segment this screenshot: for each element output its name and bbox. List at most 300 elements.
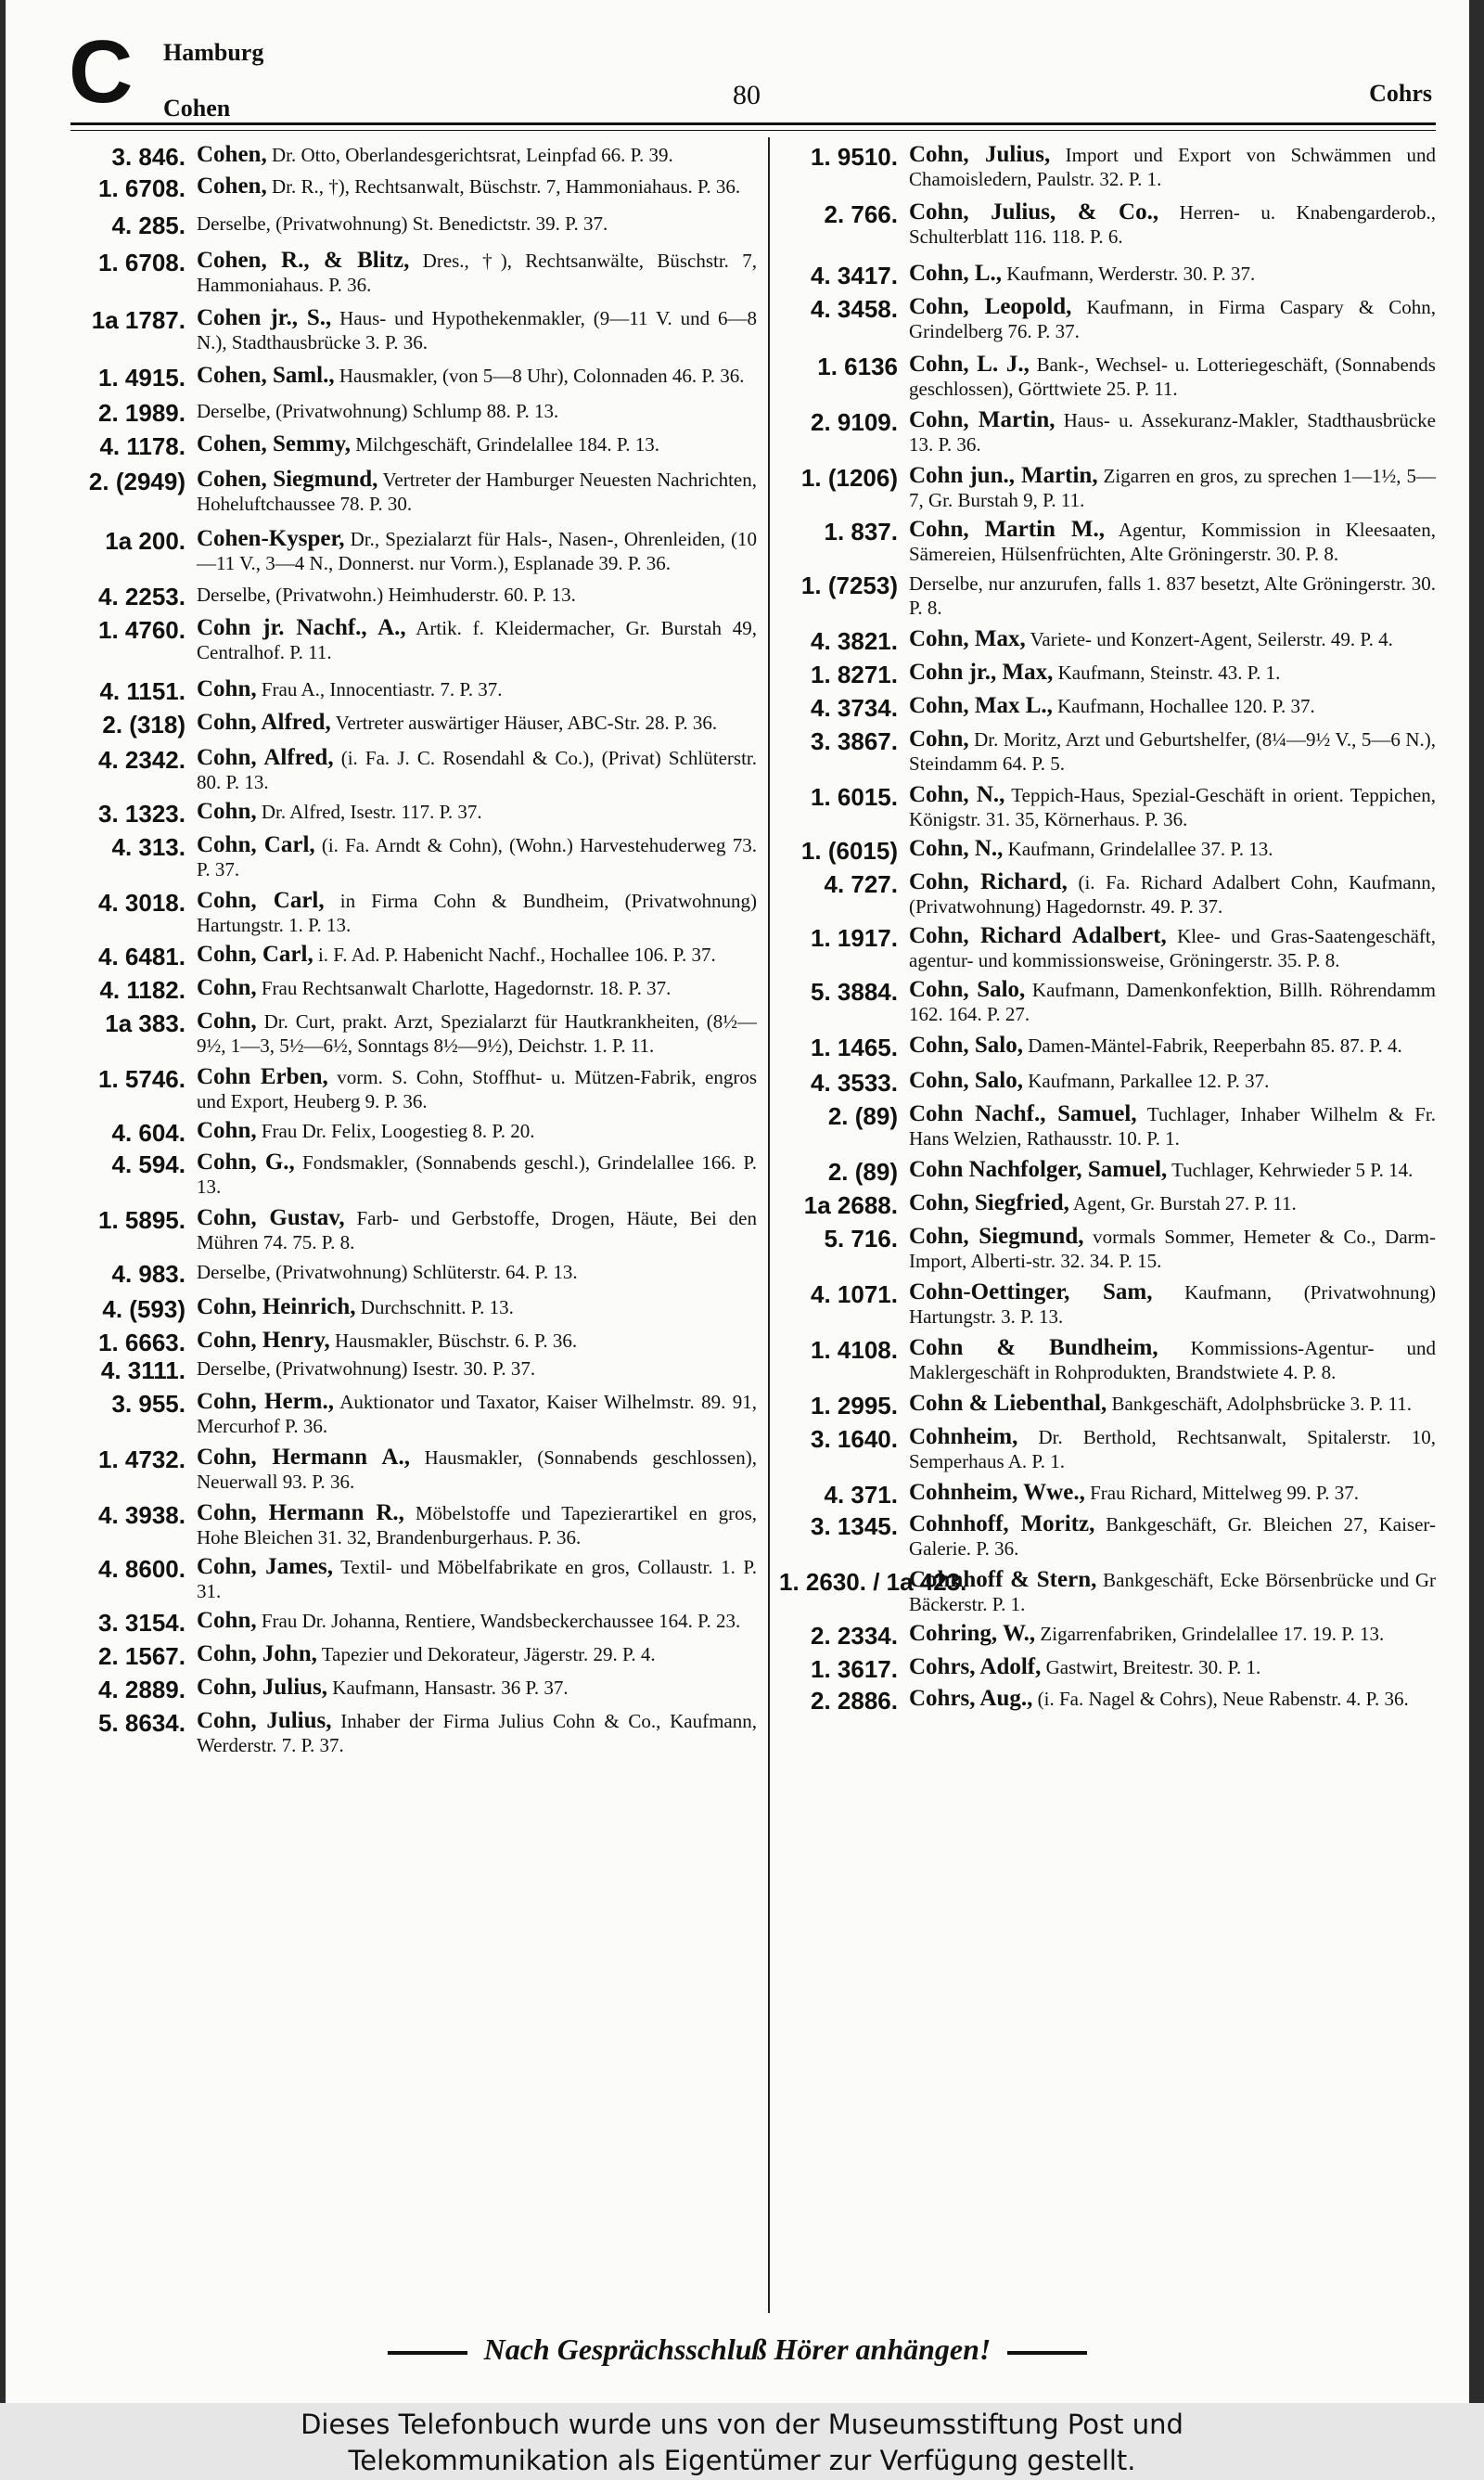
directory-entry <box>67 468 757 516</box>
entry-details: Klee- und Gras-Saatengeschäft, agentur- und kommissionsweise, Gröningerstr. 35. P. 8. <box>909 925 1437 971</box>
directory-entry <box>67 711 757 739</box>
directory-entry <box>779 1102 1436 1150</box>
entry-text <box>909 1225 1436 1273</box>
directory-entry <box>67 249 757 297</box>
entry-name: Cohn & Liebenthal, <box>909 1391 1107 1416</box>
entry-details: Milchgeschäft, Grindelallee 184. P. 13. <box>350 433 659 456</box>
entry-details: Farb- und Gerbstoffe, Drogen, Häute, Bei den Mühren 74. 75. P. 8. <box>197 1207 757 1253</box>
entry-text <box>197 1390 757 1438</box>
entry-name: Cohn, Martin, <box>909 407 1055 432</box>
phone-number: 1. 2995. <box>811 1392 898 1420</box>
phone-number: 4. 3417. <box>811 262 898 289</box>
phone-number: 1. 5895. <box>98 1206 186 1234</box>
entry-name: Cohnheim, Wwe., <box>909 1480 1085 1505</box>
entry-name: Cohnheim, <box>909 1424 1018 1449</box>
directory-entry <box>67 212 757 239</box>
left-column <box>67 143 757 1757</box>
entry-details: Import und Export von Schwämmen und Chamoisledern, Paulstr. 32. P. 1. <box>909 144 1436 190</box>
entry-name: Cohn, Leopold, <box>909 294 1072 319</box>
entry-details: Teppich-Haus, Spezial-Geschäft in orient. Teppichen, Königstr. 31. 35, Körnerhaus. P. 36. <box>909 784 1436 830</box>
entry-name: Cohn, Richard, <box>909 869 1068 894</box>
entry-name: Cohn, <box>197 676 257 701</box>
entry-details: Fondsmakler, (Sonnabends geschl.), Grindelallee 166. P. 13. <box>197 1151 758 1198</box>
entry-text <box>197 399 757 423</box>
entry-text <box>909 1336 1436 1384</box>
directory-entry <box>67 943 757 970</box>
entry-text <box>197 1260 757 1284</box>
phone-number: 4. 604. <box>111 1119 186 1147</box>
entry-text <box>197 711 757 735</box>
directory-entry <box>67 1501 757 1549</box>
entry-name: Cohn, Carl, <box>197 832 315 857</box>
directory-entry <box>67 174 757 202</box>
entry-details: Bankgeschäft, Ecke Börsenbrücke und Gr Bäckerstr. P. 1. <box>909 1569 1436 1615</box>
entry-text <box>197 249 757 297</box>
right-column <box>779 143 1436 1715</box>
entry-details: Kaufmann, (Privatwohnung) Hartungstr. 3. P. 13. <box>909 1281 1437 1328</box>
entry-details: Zigarrenfabriken, Grindelallee 17. 19. P. 13. <box>1035 1623 1385 1645</box>
entry-text <box>909 408 1436 456</box>
entry-text <box>909 1512 1436 1561</box>
entry-text <box>909 1481 1436 1505</box>
phone-number: 3. 1323. <box>98 800 186 828</box>
entry-details: Kaufmann, in Firma Caspary & Cohn, Grindelberg 76. P. 37. <box>909 296 1436 342</box>
directory-entry <box>779 464 1436 512</box>
entry-details: vormals Sommer, Hemeter & Co., Darm-Import, Alberti-str. 32. 34. P. 15. <box>909 1226 1436 1272</box>
entry-name: Cohn, <box>197 975 257 1000</box>
phone-number: 4. 1178. <box>99 432 186 460</box>
entry-name: Cohring, W., <box>909 1621 1036 1646</box>
entry-text <box>909 518 1436 566</box>
phone-number: 2. 766. <box>824 200 898 228</box>
phone-number: 4. 1071. <box>811 1280 898 1308</box>
entry-text <box>197 1009 757 1058</box>
phone-number: 2. 2334. <box>811 1622 898 1650</box>
entry-text <box>197 677 757 701</box>
entry-name: Cohn, Max, <box>909 626 1026 651</box>
directory-entry <box>67 1555 757 1603</box>
phonebook-page <box>6 0 1469 2403</box>
phone-number: 4. 2889. <box>98 1676 186 1703</box>
entry-details: Derselbe, (Privatwohnung) St. Benedictstr. 39. P. 37. <box>197 212 608 235</box>
entry-text <box>909 1568 1436 1616</box>
entry-name: Cohn jr. Nachf., A., <box>197 615 406 640</box>
entry-text <box>909 1158 1436 1182</box>
entry-name: Cohn, <box>197 1608 257 1633</box>
entry-text <box>909 1102 1436 1150</box>
directory-entry <box>779 1568 1436 1616</box>
entry-text <box>197 1150 757 1199</box>
entry-details: Frau Rechtsanwalt Charlotte, Hagedornstr. 18. P. 37. <box>256 977 672 999</box>
entry-name: Cohn, Heinrich, <box>197 1294 356 1319</box>
entry-text <box>197 1206 757 1254</box>
phone-number: 4. 3111. <box>100 1356 186 1384</box>
phone-number: 2. 1567. <box>98 1642 186 1670</box>
entry-details: (i. Fa. Arndt & Cohn), (Wohn.) Harvestehuderweg 73. P. 37. <box>197 834 757 880</box>
directory-entry <box>779 924 1436 972</box>
entry-details: Tuchlager, Inhaber Wilhelm & Fr. Hans Welzien, Rathausstr. 10. P. 1. <box>909 1103 1436 1150</box>
entry-name: Cohn, John, <box>197 1641 317 1666</box>
page-number: 80 <box>733 80 761 110</box>
directory-entry <box>779 518 1436 566</box>
entry-name: Cohen, Saml., <box>197 363 335 388</box>
entry-details: Gastwirt, Breitestr. 30. P. 1. <box>1041 1656 1261 1678</box>
entry-details: Dr., Spezialarzt für Hals-, Nasen-, Ohrenleiden, (10—11 V., 3—4 N., Donnerst. nur Vorm.), Esplanade 39. P. 36. <box>197 528 757 574</box>
entry-name: Cohn, Alfred, <box>197 745 334 770</box>
directory-entry <box>67 306 757 354</box>
entry-text <box>197 1609 757 1633</box>
entry-text <box>909 1622 1436 1646</box>
entry-details: Tapezier und Dekorateur, Jägerstr. 29. P. 4. <box>316 1643 656 1665</box>
entry-text <box>197 1709 757 1757</box>
phone-number: 1. 1465. <box>811 1034 898 1061</box>
phone-number: 4. 285. <box>111 212 186 239</box>
entry-details: Kaufmann, Parkallee 12. P. 37. <box>1022 1070 1270 1092</box>
phone-number: 4. 727. <box>824 870 898 898</box>
phone-number: 4. 1151. <box>99 677 186 705</box>
directory-entry <box>779 1425 1436 1473</box>
phone-number: 4. 983. <box>111 1260 186 1288</box>
directory-entry <box>67 1356 757 1384</box>
entry-name: Cohn-Oettinger, Sam, <box>909 1279 1153 1304</box>
footer-slogan-line <box>6 2332 1469 2367</box>
entry-name: Cohn, Julius, <box>197 1675 328 1700</box>
directory-entry <box>67 527 757 575</box>
entry-text <box>909 870 1436 919</box>
directory-entry <box>67 1609 757 1637</box>
entry-text <box>197 174 757 199</box>
directory-entry <box>779 870 1436 919</box>
directory-entry <box>779 1280 1436 1329</box>
entry-text <box>909 837 1436 861</box>
entry-details: Derselbe, (Privatwohnung) Schlüterstr. 64. P. 13. <box>197 1261 578 1283</box>
entry-details: Kaufmann, Werderstr. 30. P. 37. <box>1002 263 1256 285</box>
column-divider <box>768 137 770 2313</box>
entry-details: Derselbe, (Privatwohnung) Schlump 88. P. 13. <box>197 400 559 422</box>
ownership-notice <box>0 2403 1484 2479</box>
directory-entry <box>779 627 1436 655</box>
slogan-dash-left <box>388 2351 467 2355</box>
entry-details: Derselbe, nur anzurufen, falls 1. 837 besetzt, Alte Gröningerstr. 30. P. 8. <box>909 572 1436 619</box>
entry-details: Frau A., Innocentiastr. 7. P. 37. <box>256 678 503 700</box>
directory-entry <box>779 1336 1436 1384</box>
phone-number: 4. 1182. <box>99 976 186 1004</box>
entry-name: Cohen, R., & Blitz, <box>197 248 410 273</box>
entry-details: Variete- und Konzert-Agent, Seilerstr. 49. P. 4. <box>1025 628 1393 650</box>
phone-number: 1. 3617. <box>811 1655 898 1683</box>
entry-name: Cohn, Julius, & Co., <box>909 199 1159 225</box>
entry-details: Hausmakler, (Sonnabends geschlossen), Neuerwall 93. P. 36. <box>197 1446 757 1493</box>
directory-entry <box>779 1622 1436 1650</box>
phone-number: 1. 4915. <box>98 364 186 392</box>
entry-name: Cohn, Carl, <box>197 888 325 913</box>
entry-name: Cohrs, Aug., <box>909 1686 1033 1711</box>
entry-details: Frau Richard, Mittelweg 99. P. 37. <box>1084 1482 1359 1504</box>
entry-details: Kommissions-Agentur- und Maklergeschäft in Rohprodukten, Brandstwiete 4. P. 8. <box>909 1337 1436 1383</box>
phone-number: 1. 6136 <box>817 353 898 380</box>
entry-text <box>197 1446 757 1494</box>
entry-name: Cohn, Gustav, <box>197 1205 345 1230</box>
entry-name: Cohn, Martin M., <box>909 517 1106 542</box>
phone-number: 1. 1917. <box>811 924 898 952</box>
phone-number: 1a 1787. <box>91 306 186 334</box>
entry-name: Cohen, <box>197 173 267 199</box>
phone-number: 2. (2949) <box>88 468 186 495</box>
entry-text <box>909 200 1436 249</box>
entry-text <box>909 978 1436 1026</box>
directory-entry <box>67 583 757 610</box>
entry-text <box>909 783 1436 831</box>
phone-number: 1. (1206) <box>800 464 898 492</box>
directory-entry <box>779 1481 1436 1509</box>
entry-text <box>909 143 1436 191</box>
directory-entry <box>779 353 1436 401</box>
directory-entry <box>67 889 757 937</box>
entry-text <box>197 1676 757 1700</box>
phone-number: 4. 594. <box>111 1150 186 1178</box>
entry-name: Cohnhoff, Moritz, <box>909 1511 1095 1536</box>
directory-entry <box>779 572 1436 620</box>
entry-details: (i. Fa. Richard Adalbert Cohn, Kaufmann, (Privatwohnung) Hagedornstr. 49. P. 37. <box>909 871 1436 918</box>
slogan-dash-right <box>1007 2351 1087 2355</box>
phone-number: 2. (89) <box>827 1158 898 1186</box>
phone-number: 4. 3533. <box>811 1069 898 1097</box>
entry-name: Cohn, Julius, <box>909 142 1051 167</box>
entry-name: Cohn Nachfolger, Samuel, <box>909 1157 1168 1182</box>
directory-entry <box>779 295 1436 343</box>
directory-entry <box>67 1642 757 1670</box>
entry-name: Cohrs, Adolf, <box>909 1654 1042 1679</box>
entry-details: Dr. Alfred, Isestr. 117. P. 37. <box>256 801 482 823</box>
phone-number: 1. 4732. <box>98 1446 186 1473</box>
phone-number: 1. 6663. <box>98 1329 186 1356</box>
phone-number: 1a 200. <box>105 527 186 555</box>
entry-text <box>197 1119 757 1143</box>
entry-name: Cohn, L. J., <box>909 352 1030 377</box>
directory-entry <box>779 408 1436 456</box>
entry-name: Cohn, <box>197 1118 257 1143</box>
entry-name: Cohn, Hermann R., <box>197 1500 404 1525</box>
entry-text <box>909 1069 1436 1093</box>
entry-details: Herren- u. Knabengarderob., Schulterblatt 116. 118. P. 6. <box>909 201 1436 248</box>
directory-entry <box>779 1034 1436 1061</box>
phone-number: 2. 9109. <box>811 408 898 436</box>
entry-text <box>909 572 1436 620</box>
entry-text <box>197 364 757 388</box>
entry-text <box>197 212 757 236</box>
directory-entry <box>67 616 757 664</box>
entry-details: Dres., †), Rechtsanwälte, Büschstr. 7, Hammoniahaus. P. 36. <box>197 250 757 296</box>
entry-name: Cohn, Salo, <box>909 1033 1023 1058</box>
phone-number: 4. 3938. <box>98 1501 186 1529</box>
entry-name: Cohn, Henry, <box>197 1328 330 1353</box>
entry-name: Cohn, Herm., <box>197 1389 334 1414</box>
entry-text <box>909 295 1436 343</box>
directory-entry <box>779 978 1436 1026</box>
directory-entry <box>67 432 757 460</box>
phone-number: 1a 383. <box>105 1009 186 1037</box>
entry-text <box>197 143 757 167</box>
entry-details: Derselbe, (Privatwohn.) Heimhuderstr. 60. P. 13. <box>197 584 576 606</box>
entry-details: Hausmakler, (von 5—8 Uhr), Colonnaden 46. P. 36. <box>334 365 745 387</box>
directory-entry <box>779 837 1436 865</box>
entry-details: Kaufmann, Hochallee 120. P. 37. <box>1052 695 1315 717</box>
directory-entry <box>67 833 757 881</box>
entry-text <box>197 1329 757 1353</box>
directory-entry <box>779 200 1436 249</box>
entry-text <box>909 353 1436 401</box>
entry-text <box>909 1425 1436 1473</box>
entry-details: in Firma Cohn & Bundheim, (Privatwohnung) Hartungstr. 1. P. 13. <box>197 890 757 936</box>
header-rule-thin <box>70 130 1436 131</box>
directory-entry <box>779 727 1436 776</box>
entry-details: Durchschnitt. P. 13. <box>355 1296 514 1318</box>
entry-name: Cohn, Julius, <box>197 1708 332 1733</box>
entry-details: Vertreter auswärtiger Häuser, ABC-Str. 28. P. 36. <box>330 712 718 734</box>
directory-entry <box>67 677 757 705</box>
phone-number: 4. 3458. <box>811 295 898 323</box>
phone-number: 1. 9510. <box>811 143 898 171</box>
directory-entry <box>67 143 757 171</box>
entry-name: Cohn, <box>197 1009 257 1034</box>
entry-text <box>197 1555 757 1603</box>
entry-text <box>909 627 1436 651</box>
phone-number: 1. 4108. <box>811 1336 898 1364</box>
entry-details: Möbelstoffe und Tapezierartikel en gros, Hohe Bleichen 31. 32, Brandenburgerhaus. P. 36. <box>197 1502 757 1548</box>
entry-details: Derselbe, (Privatwohnung) Isestr. 30. P. 37. <box>197 1357 536 1380</box>
directory-entry <box>779 143 1436 191</box>
directory-entry <box>67 1295 757 1323</box>
directory-entry <box>67 1206 757 1254</box>
entry-text <box>909 1655 1436 1679</box>
phone-number: 1. 2630. / 1a 423. <box>779 1568 967 1596</box>
entry-text <box>197 746 757 794</box>
entry-details: Bankgeschäft, Adolphsbrücke 3. P. 11. <box>1107 1393 1412 1415</box>
entry-details: Hausmakler, Büschstr. 6. P. 36. <box>329 1330 578 1352</box>
notice-line-1: Dieses Telefonbuch wurde uns von der Museumsstiftung Post und <box>301 2409 1183 2440</box>
entry-details: Kaufmann, Grindelallee 37. P. 13. <box>1003 838 1273 860</box>
entry-details: Dr. Otto, Oberlandesgerichtsrat, Leinpfad 66. P. 39. <box>266 144 673 166</box>
phone-number: 5. 8634. <box>98 1709 186 1737</box>
directory-entry <box>67 1390 757 1438</box>
entry-text <box>197 527 757 575</box>
entry-name: Cohen-Kysper, <box>197 526 345 551</box>
entry-name: Cohn Nachf., Samuel, <box>909 1101 1137 1126</box>
directory-entry <box>67 976 757 1004</box>
entry-text <box>197 943 757 967</box>
phone-number: 2. 2886. <box>811 1687 898 1715</box>
phone-number: 4. 313. <box>111 833 186 861</box>
directory-entry <box>67 1329 757 1356</box>
phone-number: 4. 8600. <box>98 1555 186 1583</box>
phone-number: 4. 6481. <box>98 943 186 970</box>
phone-number: 1. 6708. <box>98 249 186 276</box>
entry-text <box>197 306 757 354</box>
phone-number: 3. 3154. <box>98 1609 186 1637</box>
entry-details: Agent, Gr. Burstah 27. P. 11. <box>1068 1192 1297 1214</box>
entry-details: Haus- und Hypothekenmakler, (9—11 V. und 6—8 N.), Stadthausbrücke 3. P. 36. <box>197 307 757 353</box>
entry-name: Cohn, James, <box>197 1554 334 1579</box>
entry-details: i. F. Ad. P. Habenicht Nachf., Hochallee 106. P. 37. <box>313 944 716 966</box>
entry-details: Dr. Berthold, Rechtsanwalt, Spitalerstr. 10, Semperhaus A. P. 1. <box>909 1426 1436 1472</box>
directory-entry <box>779 1225 1436 1273</box>
first-entry-name: Cohen <box>163 95 231 122</box>
directory-entry <box>67 1009 757 1058</box>
entry-text <box>909 1687 1436 1711</box>
entry-text <box>197 432 757 456</box>
city-heading: Hamburg <box>163 39 264 66</box>
entry-name: Cohn, N., <box>909 836 1004 861</box>
entry-text <box>197 1501 757 1549</box>
entry-name: Cohn Erben, <box>197 1064 328 1089</box>
entry-name: Cohn, G., <box>197 1150 295 1175</box>
entry-details: Zigarren en gros, zu sprechen 1—1½, 5—7, Gr. Burstah 9, P. 11. <box>909 465 1436 511</box>
phone-number: 3. 846. <box>111 143 186 171</box>
entry-text <box>909 262 1436 286</box>
entry-details: Bank-, Wechsel- u. Lotteriegeschäft, (Sonnabends geschlossen), Görttwiete 25. P. 11. <box>909 353 1436 400</box>
phone-number: 4. 3734. <box>811 694 898 722</box>
entry-details: Artik. f. Kleidermacher, Gr. Burstah 49, Centralhof. P. 11. <box>197 617 757 663</box>
entry-text <box>909 1191 1436 1215</box>
entry-name: Cohn, Richard Adalbert, <box>909 923 1167 948</box>
entry-name: Cohen, Semmy, <box>197 431 351 456</box>
phone-number: 4. 3821. <box>811 627 898 655</box>
directory-entry <box>67 800 757 828</box>
entry-name: Cohn, <box>909 726 969 752</box>
phone-number: 3. 1345. <box>811 1512 898 1540</box>
directory-entry <box>67 1709 757 1757</box>
entry-details: Dr. Moritz, Arzt und Geburtshelfer, (8¼—9½ V., 5—6 N.), Steindamm 64. P. 5. <box>909 728 1436 775</box>
entry-name: Cohn, N., <box>909 782 1005 807</box>
directory-entry <box>779 1158 1436 1186</box>
directory-entry <box>67 1150 757 1199</box>
entry-name: Cohn, Max L., <box>909 693 1053 718</box>
directory-entry <box>779 1512 1436 1561</box>
directory-entry <box>67 399 757 427</box>
entry-details: Frau Dr. Johanna, Rentiere, Wandsbeckerchaussee 164. P. 23. <box>256 1610 741 1632</box>
entry-details: Frau Dr. Felix, Loogestieg 8. P. 20. <box>256 1120 535 1142</box>
phone-number: 4. 2253. <box>98 583 186 610</box>
phone-number: 2. (318) <box>102 711 186 739</box>
directory-entry <box>779 1191 1436 1219</box>
entry-name: Cohnhoff & Stern, <box>909 1567 1097 1592</box>
directory-entry <box>67 1676 757 1703</box>
entry-text <box>909 661 1436 685</box>
entry-details: Damen-Mäntel-Fabrik, Reeperbahn 85. 87. P. 4. <box>1022 1034 1402 1057</box>
entry-text <box>909 464 1436 512</box>
entry-details: Kaufmann, Hansastr. 36 P. 37. <box>327 1677 569 1699</box>
last-entry-name: Cohrs <box>1369 80 1432 107</box>
directory-entry <box>779 1655 1436 1683</box>
phone-number: 4. 3018. <box>98 889 186 917</box>
entry-name: Cohn, Alfred, <box>197 710 331 735</box>
entry-name: Cohn, Hermann A., <box>197 1445 410 1470</box>
entry-text <box>909 924 1436 972</box>
directory-entry <box>779 694 1436 722</box>
entry-details: Dr. R., †), Rechtsanwalt, Büschstr. 7, Hammoniahaus. P. 36. <box>266 175 741 198</box>
directory-entry <box>67 1065 757 1113</box>
directory-entry <box>67 1260 757 1288</box>
entry-text <box>197 800 757 824</box>
entry-details: (i. Fa. Nagel & Cohrs), Neue Rabenstr. 4. P. 36. <box>1032 1688 1409 1710</box>
phone-number: 1. (6015) <box>800 837 898 865</box>
phone-number: 4. 371. <box>824 1481 898 1509</box>
entry-details: vorm. S. Cohn, Stoffhut- u. Mützen-Fabrik, engros und Export, Heuberg 9. P. 36. <box>197 1066 757 1112</box>
directory-entry <box>779 661 1436 688</box>
entry-name: Cohn, Salo, <box>909 977 1026 1002</box>
directory-entry <box>779 783 1436 831</box>
entry-text <box>909 694 1436 718</box>
